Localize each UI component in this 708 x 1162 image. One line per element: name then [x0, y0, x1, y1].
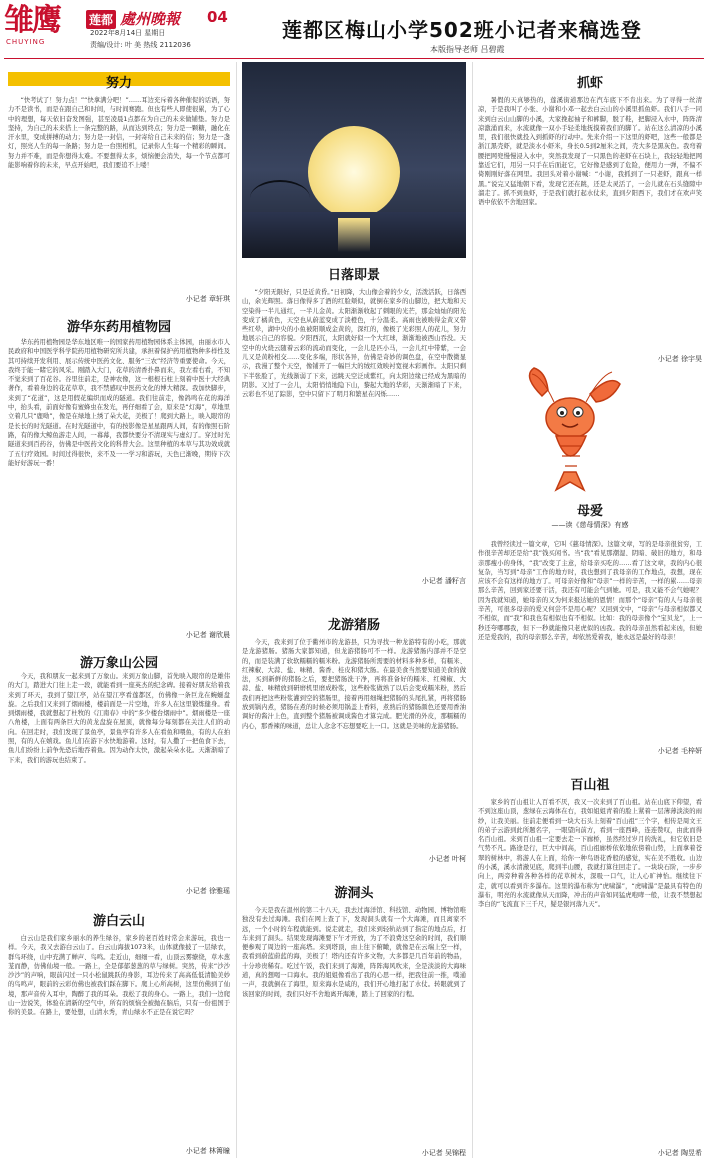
article-text: 家乡的百山祖让人百看不厌，我又一次来到了百山祖。站在山底下仰望，看不到这座山顶，葱绿在云海体在右，我如姐姐青着的脸上紧着一层薄薄淡淡的雨纱，让我美丽。往前走便看到一块大石头上刻着“百山祖”三个字，相传是周文王的弟子云游到此所题名字，一眼望向前方，看到一座西峰，连连赞叹，由此而得名百山祖。来到百山祖一定要去走一下廊桥，虽然经过岁月的洗礼，但它依旧是气势不凡。路途是行，巨大中间高，百山祖廊桥依依地依傍着山势，上面拿着苍翠的树林中，将游人在上面，给你一种鸟语花香般的感觉，实在美不胜收。山边的小溪，溪水清澈见底，爬到半山腰，我就打算往回走了。一块块石阶，一步步向上，两旁种着各种各样的花草树木，深吸一口气，让人心旷神怡。继续往下走，就可以看到许多瀑布。这里的瀑布称为“虎啸瀑”，“虎啸瀑”是最具有特色的瀑布，明亮的水流就像从天而降，冲击的声音如同猛虎咆哮一般，让我不禁想起李白的“飞流直下三千尺，疑是银河落九天”。	[478, 799, 702, 909]
article-text: 华东药用植物园是华东地区唯一的国家药用植物园体系主体园，由丽水市人民政府和中国医学科学院药用植物研究所共建，承担着保护药用植物种多样性及其可持续开发利用、展示传统中医药文化、服务“三农”经济等重要使命。今天，我终于能一睹它的风采。刚踏入大门，花草的清香扑鼻而来，我左看右看，不知不觉来到了百花谷。谷里往前走，是神农像，这一根根石柱上刻着中医十大经典著作，看着身边的花花草草，我不禁感叹中医药文化的博大精深。我加快脚步，来到了“花道”，这是用假花编织而成的隧道。我们往前走，像鸽鸣在花的海洋中，抬头看，前面好像有蜜蜂虫在发光，再仔细看了会，原来是“灯海”，草地里立着几只“鹿呦”，像是在绿地上绣了朵大花，美极了！爬到大路上，映入眼帘的是长长的时光隧道。在时光隧道中，有的按影像是星星跟两人间，有的像照石阶路，有的像大鲸鱼游走人间，一幕幕，我都快要分不清现实与虚幻了。穿过时光隧道来到百药谷，仿佛是中医药文化的科普大会。这里种植的本草与其功效成就了五行疗效园。时间过得很快，来不及一一学习和游玩，天色已渐晚，期待下次能好好游玩一番！	[8, 339, 230, 467]
sun-reflection	[338, 218, 370, 252]
article-body-dongtou	[242, 906, 466, 1144]
article-author-riluo: 小记者 潘籽言	[421, 577, 466, 585]
article-author-muai: 小记者 毛梓妍	[657, 747, 702, 755]
article-body-wanxiang	[8, 672, 230, 882]
advisor-line: 本版指导老师 吕碧霞	[430, 45, 505, 54]
article-body-baiyun	[8, 934, 230, 1144]
article-title-zhuaxia: 抓虾	[576, 76, 603, 91]
column-divider	[236, 62, 237, 1158]
article-title-zhuchang: 龙游猪肠	[327, 618, 380, 633]
article-title-baiyun: 游白云山	[92, 914, 145, 929]
article-body-huadong	[8, 338, 230, 628]
logo-subtitle: CHUYING	[6, 38, 46, 46]
article-title-riluo: 日落即景	[327, 268, 380, 283]
article-author-wanxiang: 小记者 徐雅瑶	[185, 887, 230, 895]
article-text: “夕阳无限好，只是近黄昏。”日初降，大山像会着的少女，活泼活跃，日落西山，余光辉照。落日像得多了酒的红脸颊似，就倒在家乡的山脚边，把大地和天空染得一半儿通红，一半儿金黄。太阳渐渐收起了刺眼的光芒，那金灿灿的阳光变成了橘黄色，天空也从蔚蓝变成了淡橙色，十分温柔。高雨也被映得金黄又带些红晕，湖中央的小鱼被阳顺成金黄的，深红的，像极了光彩照人的花儿，努力地展示自己的容貌。夕阳西沉，太阳就好似一个大红球，渐渐地被西山吞没。天空中的火烧云随着云彩的流动而变化，一会儿是匹小马，一会儿红中带紫，一会儿又是黄粉相交……变化多端，形状各异，仿佛是奇妙的调色盘，在空中散微显示，我漫了整个天空，像铺开了一幅巨大的绒红效映衬宽视木彩画作。太阳只剩下半张脸了，光线渐弱了下来，远眺天空泛成紫红，向太阳边缘已经成为黑暗的阴影。又过了一会儿，太阳悄悄地隐下山，黎起大地的华彩，天渐渐暗了下来，云彩也不见了踪影，空中只留下了明月和繁星在闪烁……	[242, 289, 466, 399]
article-body-riluo	[242, 288, 466, 570]
sun-graphic	[308, 126, 400, 218]
article-author-baiyun: 小记者 林箐瞳	[185, 1147, 230, 1155]
article-title-muai: 母爱	[576, 504, 603, 519]
article-author-huadong: 小记者 谢欣晨	[185, 631, 230, 639]
article-text: 白云山是我们家乡丽水的养生绿谷，家乡的老百姓时常会来游玩，我也一样。今天，我又去游白云山了。白云山海拔1073米，山体就像披了一层绿衣，群鸟环绕，山中充满了蝉声、鸟鸣。走近山，细细一看，山顶云雾缭绕，草木葱茏而静，仿佛仙境一般。一路上，全是郁郁葱葱的草与绿树。突然，传来“沙沙沙沙”的声响，眼前闪过一只小松鼠跳跃的身影，耳边传来了高高低低清脆美妙的鸟鸣声，眼前的云彩仿佛也被我们踩在脚下。爬上心所高树，这里仿佛到了仙境，那声音传入耳中，陶醉了我的耳朵。我松了我的身心。一路上，我们一边爬山一边说笑，体验在清新的空气中，所有的烦恼全被抛在脑后，只有一份祖国于你的美景。在路上，要处想，山清水秀，青山绿水不正是在说它吗？	[8, 935, 230, 1017]
issue-date: 2022年8月14日 星期日	[90, 29, 166, 37]
article-author-zhuchang: 小记者 叶柯	[428, 855, 466, 863]
sunset-photo	[242, 62, 466, 258]
article-author-baishanzu: 小记者 陶昱希	[657, 1149, 702, 1157]
paper-badge: 莲都	[86, 10, 116, 29]
tree-silhouette	[250, 180, 310, 216]
article-text: 暑假的天真够热的，莲溪街道那边在汽车底下不肯出来。为了寻得一丝清凉，于是我叫了小张、小谢和小邓一起去白云山的小溪里抓鱼虾。我们八手一同来到白云山山脚的小溪，大家挽起袖子和裤脚，脱了鞋，把脚浸入水中，阵阵清凉激涌而来，水流就像一双小手轻柔地抚摸着我们的脚丫。站在这么清凉的小溪里，我们很快就投入到抓虾的行动中。先来介绍一下这里的虾吧，这些一般都是浙江黑壳虾，就是淡水小虾米，身长0.5到2厘米之间，壳大多是黑灰色。我弯着腰把网兜慢慢浸入水中，突然我发现了一只黑色的老虾在石块上，我轻轻地把网靠近它们，用另一只手在后面赶它，它好像是感到了危险，便用力一弹，不偏不倚刚刚好落在网里。我回头对着小谢喊：“小谢，我抓到了一只老虾，跟真一样黑。”说完又猛地朝下看，发现它还在跳，还是太灵活了，一会儿就在石头缝隙中溜走了。抓不到鱼虾，于是我们就打起水仗来，直到夕阳西下，我们才在欢声笑语中依依不舍地回家。	[478, 97, 702, 207]
column-divider	[472, 62, 473, 1158]
article-text: 今天是我在温州的第二十八天，我去过海洋馆、科技馆、动物园、博物馆唯独没有去过海滩。我们在网上查了下，发现洞头就有一个大海滩，而且离家不远，一个小时的车程就能到。说走就走，我们来到轻轨站到了指定的地点后，打车来到了洞头。结果发现海滩要下午才开放，为了不浪费这空余的时间，我们顺便参观了周边的一座高塔。来到塔顶，由上往下俯瞰，就像是在云端上空一样，我看到蔚蓝蔚蓝的海，美极了！塔内还有许多文物，大多都是几百年前的物品，十分珍贵稀有。吃过午饭，我们来到了海滩，阵阵海风吹来，全是淡淡的大海味道，真的想喝一口海水。我的姐姐像看出了我的心思一样，把我往前一推，噗通一声，我就倒在了海里，原来海水是咸的，我们开心地打起了水仗。转眼就到了该回家的时间，我们只好不舍地离开海滩，踏上了回家的行程。	[242, 907, 466, 998]
newspaper-logo: 雏鹰	[4, 3, 60, 38]
paper-name: 處州晚報	[120, 10, 181, 28]
crayfish-illustration	[512, 366, 632, 496]
article-body-zhuaxia	[478, 96, 702, 330]
crayfish-icon	[530, 368, 621, 490]
article-subtitle-muai: ——读《慈母情深》有感	[551, 521, 629, 529]
article-body-muai	[478, 540, 702, 740]
article-title-dongtou: 游洞头	[334, 886, 374, 901]
article-body-zhuchang	[242, 638, 466, 848]
article-title-nuli: 努力	[105, 76, 132, 91]
article-text: “快考试了！努力点！”“快拿满分吧！”……耳边充斥着各种催促的话语，努力不是读书，而是在跟自己和时间，与时间赛跑。但也有些人即使很累，为了心中的理想，每天依旧奋发图强，甚至凌晨1点都在为自己的未来做铺垫。努力是坚持，为自己的未来搭上一条完整的路，从而达到终点；努力是一颗糖，融化在汗水里，变成拼搏的动力；努力是一封信，一封寄给自己未来的信；努力是一盏灯，照亮人生的每一条路；努力是一台照相机，记录你人生每一个精彩的瞬间。努力并不难，而是你想得太难。不要想得太多，烦恼便会消失，每一个节点都可能影响着你的未来，早点开始吧，我们要追不上喽！	[8, 97, 230, 170]
page-headline: 莲都区梅山小学502班小记者来稿选登	[282, 18, 642, 42]
article-title-wanxiang: 游万象山公园	[79, 656, 158, 671]
masthead-rule	[4, 58, 704, 59]
article-title-baishanzu: 百山祖	[570, 778, 610, 793]
article-text: 我曾经读过一篇文章，它叫《慈母情深》。这篇文章，写的是母亲很贫穷，工作很辛苦却还是给“我”钱买闲书。当“我”看见那潮湿、阴暗、破旧的地方，和母亲那瘦小的身体，“我”改变了主意，给母亲买吃的……看了这文章，我的内心很复杂，当写到“母亲”工作的地方时，我也想到了我母亲的工作地点，我想，现在应该不会有这样的地方了。可母亲好像和“母亲”一样的辛苦，一样的累……母亲那么辛苦，回到家还要干活，我还有可能会气到她。可是，我又能不会气她呢？因为我就知道，她母亲的又为何来报达她的恩情！而那个“母亲”有的人与母亲很辛苦，可很多母亲的爱又何尝不是用心呢？又回到文中，“母亲”与母亲相似都又不相似，而“我”和我也有相似也有不相似。比如：我的母亲像个“宝贝龙”，上一秒还夸哪哪我，但下一秒就能像只老虎似的凶我。我的母亲虽然看起来凶，但她还是爱我的，我的母亲那么辛苦，却依然爱着我，她永远是最好的母亲！	[478, 541, 702, 641]
article-author-dongtou: 小记者 吴锦程	[421, 1149, 466, 1157]
article-text: 今天，我来到了位于衢州市的龙游县，只为寻找一种龙游特有的小吃，那就是龙游猪肠。猪肠大家都知道，但龙游猪肠可不一样。龙游猪肠内部并不是空的，而是装满了软软糯糯的糯米粉。龙游猪肠所需要的材料多种多样，有糯米、红辣椒、大蒜、盐、味精、酱香、桂皮和猪大肠。在最美食当然要知道美食的做法，买到新鲜的猪肠之后，要把猪肠洗干净，再将准备好的糯米、红辣椒、大蒜、盐、味精放到研磨机里磨成粉浆，这些粉浆做熟了以后会变成糯米粉，然后我们再把这些粉浆灌到空的猪肠里，接着再用细绳把猪肠的头尾扎紧，再将猪肠放到锅内煮，猪肠在煮的时候必须用锅盖上香料，煮熟后的猪肠颜色还要用香油调好的酱汁上色，直到整个猪肠被调成酱色才算完成。肥光滑的外皮，那糯糯的内心，那香辣的味道，总让人念念不忘想要吃上一口。这就是美味的龙游猪肠。	[242, 639, 466, 730]
article-author-zhuaxia: 小记者 徐宇昊	[657, 355, 702, 363]
article-title-huadong: 游华东药用植物园	[66, 320, 171, 335]
article-text: 今天，我和朋友一起来到了万象山。来到万象山脚，首先映入眼帘的是雄伟的大门，踏进大门往上走一段，就能看到一座英杰的纪念碑。接着好朋友给着我来到了环天，我到了望江亭，站在望江亭看莲都区，仿佛像一条巨龙在蜿蜒盘旋。之后我们又来到了烟雨楼，楼前面是一片空地，许多人在这里锻炼健身。看到烟雨楼，我就想起了杜牧的《江南春》中的“多少楼台烟雨中”。烟雨楼是一座八角楼，上面有两条巨大的黄龙盘旋在屋顶，就像每分每刻都在关注人们的动向。在回走时，我们发现了景鱼亭，景鱼亭有许多人在看鱼和喂鱼，有的人在拍照，有的人在嬉戏。鱼儿们在游下水快地游着。这时，有人撒了一把鱼食下去，鱼儿们纷纷上前争先恐后地吞着鱼。因为动作太快，激起朵朵水花。天渐渐暗了下来，我们的游玩也结束了。	[8, 673, 230, 764]
article-body-baishanzu	[478, 798, 702, 1142]
article-author-nuli: 小记者 章轩琪	[185, 295, 230, 303]
article-body-nuli	[8, 96, 230, 292]
page-number: 04	[207, 8, 228, 26]
editor-line: 责编/设计: 叶 美 热线 2112036	[90, 41, 191, 49]
